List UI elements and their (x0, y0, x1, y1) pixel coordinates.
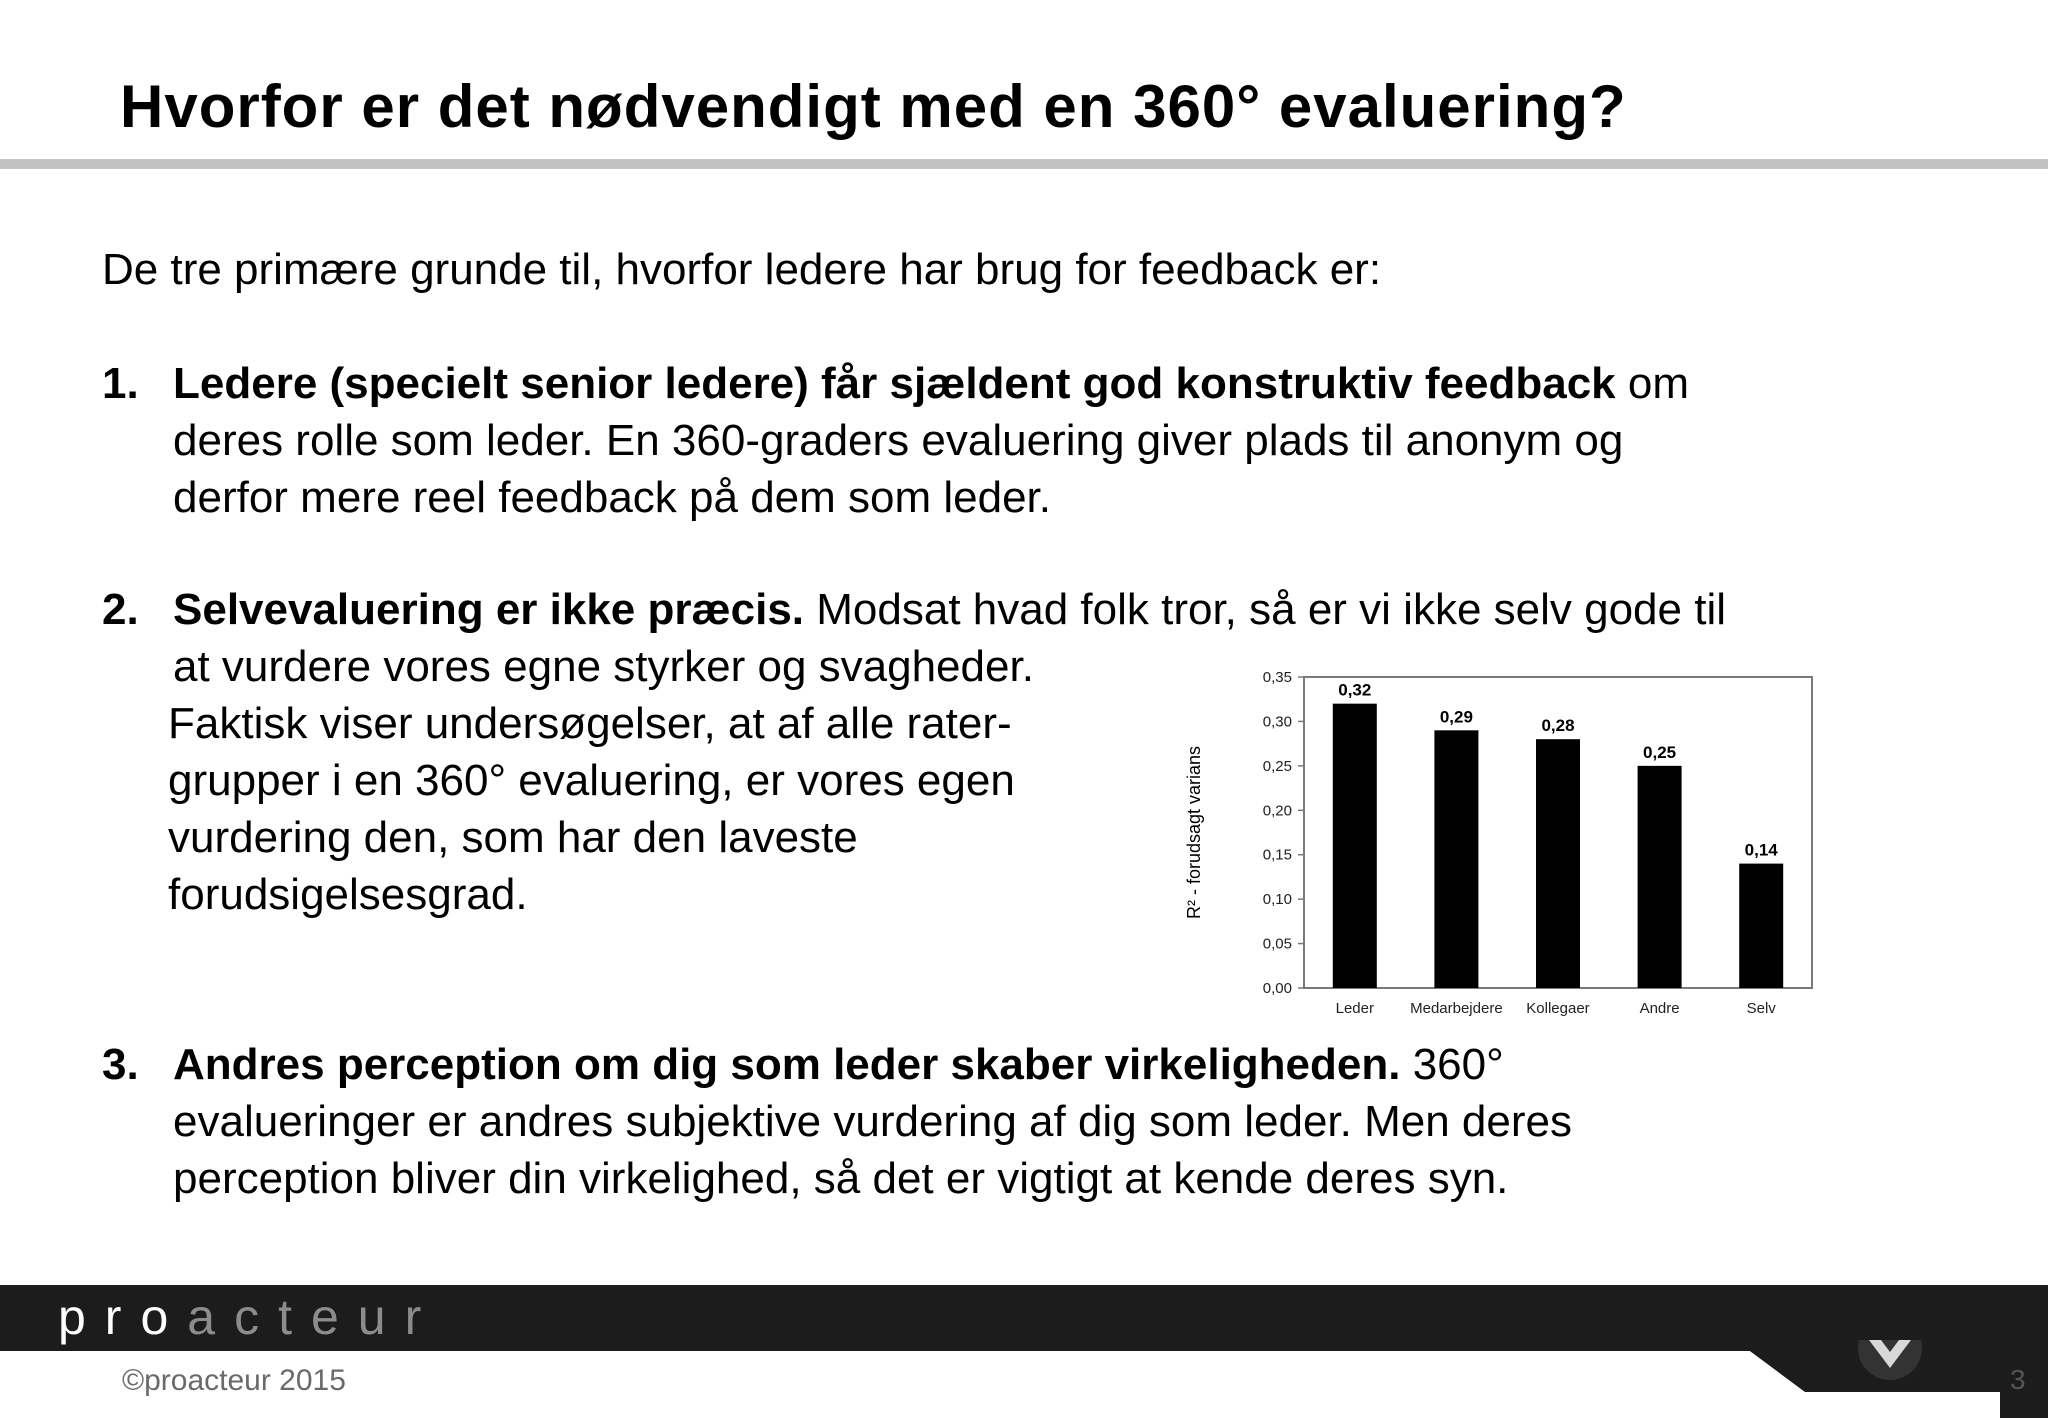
copyright-text: ©proacteur 2015 (122, 1364, 346, 1397)
y-tick-label: 0,00 (1262, 980, 1292, 997)
bar (1434, 730, 1478, 988)
point-line: perception bliver din virkelighed, så det er vigtigt at kende deres syn. (173, 1154, 1509, 1203)
y-tick-label: 0,35 (1262, 669, 1292, 686)
point-number: 1. (102, 359, 139, 408)
brand-logo: proacteur (58, 1289, 441, 1345)
page-number: 3 (2010, 1364, 2026, 1395)
bar-value-label: 0,25 (1643, 742, 1677, 762)
point-line: vurdering den, som har den laveste (168, 813, 858, 862)
point-line: Ledere (specielt senior ledere) får sjældent god konstruktiv feedback om (173, 359, 1690, 408)
x-category-label: Kollegaer (1526, 1000, 1590, 1017)
y-tick-label: 0,10 (1262, 891, 1292, 909)
bar (1536, 739, 1580, 988)
y-tick-label: 0,20 (1262, 802, 1292, 820)
point-number: 3. (102, 1040, 139, 1089)
bar (1333, 704, 1377, 988)
intro-text: De tre primære grunde til, hvorfor ledere har brug for feedback er: (102, 245, 1382, 294)
bar-value-label: 0,32 (1338, 680, 1372, 700)
y-axis-label: R² - forudsagt varians (1184, 745, 1204, 920)
x-category-label: Medarbejdere (1410, 1000, 1503, 1017)
x-category-label: Selv (1746, 1000, 1776, 1017)
y-tick-label: 0,15 (1262, 846, 1292, 864)
point-number: 2. (102, 585, 139, 634)
bar-value-label: 0,29 (1439, 707, 1473, 727)
slide-title: Hvorfor er det nødvendigt med en 360° evaluering? (120, 73, 1627, 140)
title-divider (0, 159, 2048, 169)
x-category-label: Andre (1639, 1000, 1680, 1017)
point-line: derfor mere reel feedback på dem som leder. (173, 473, 1052, 522)
variance-bar-chart (1170, 660, 1820, 1020)
bar (1739, 864, 1783, 988)
point-line: evalueringer er andres subjektive vurdering af dig som leder. Men deres (173, 1097, 1572, 1146)
bar (1638, 766, 1682, 988)
point-line: Andres perception om dig som leder skaber virkeligheden. 360° (173, 1040, 1504, 1089)
point-line: deres rolle som leder. En 360-graders evaluering giver plads til anonym og (173, 416, 1624, 465)
bar-value-label: 0,28 (1541, 716, 1575, 736)
point-line: grupper i en 360° evaluering, er vores egen (168, 756, 1015, 805)
point-line: at vurdere vores egne styrker og svagheder. (173, 642, 1034, 691)
bar-value-label: 0,14 (1744, 840, 1778, 860)
y-tick-label: 0,05 (1262, 935, 1292, 953)
point-line: Faktisk viser undersøgelser, at af alle rater- (168, 699, 1012, 748)
y-tick-label: 0,30 (1262, 713, 1292, 731)
point-line: forudsigelsesgrad. (168, 870, 528, 919)
y-tick-label: 0,25 (1262, 757, 1292, 775)
point-line: Selvevaluering er ikke præcis. Modsat hvad folk tror, så er vi ikke selv gode til (173, 585, 1726, 634)
x-category-label: Leder (1335, 1000, 1374, 1017)
